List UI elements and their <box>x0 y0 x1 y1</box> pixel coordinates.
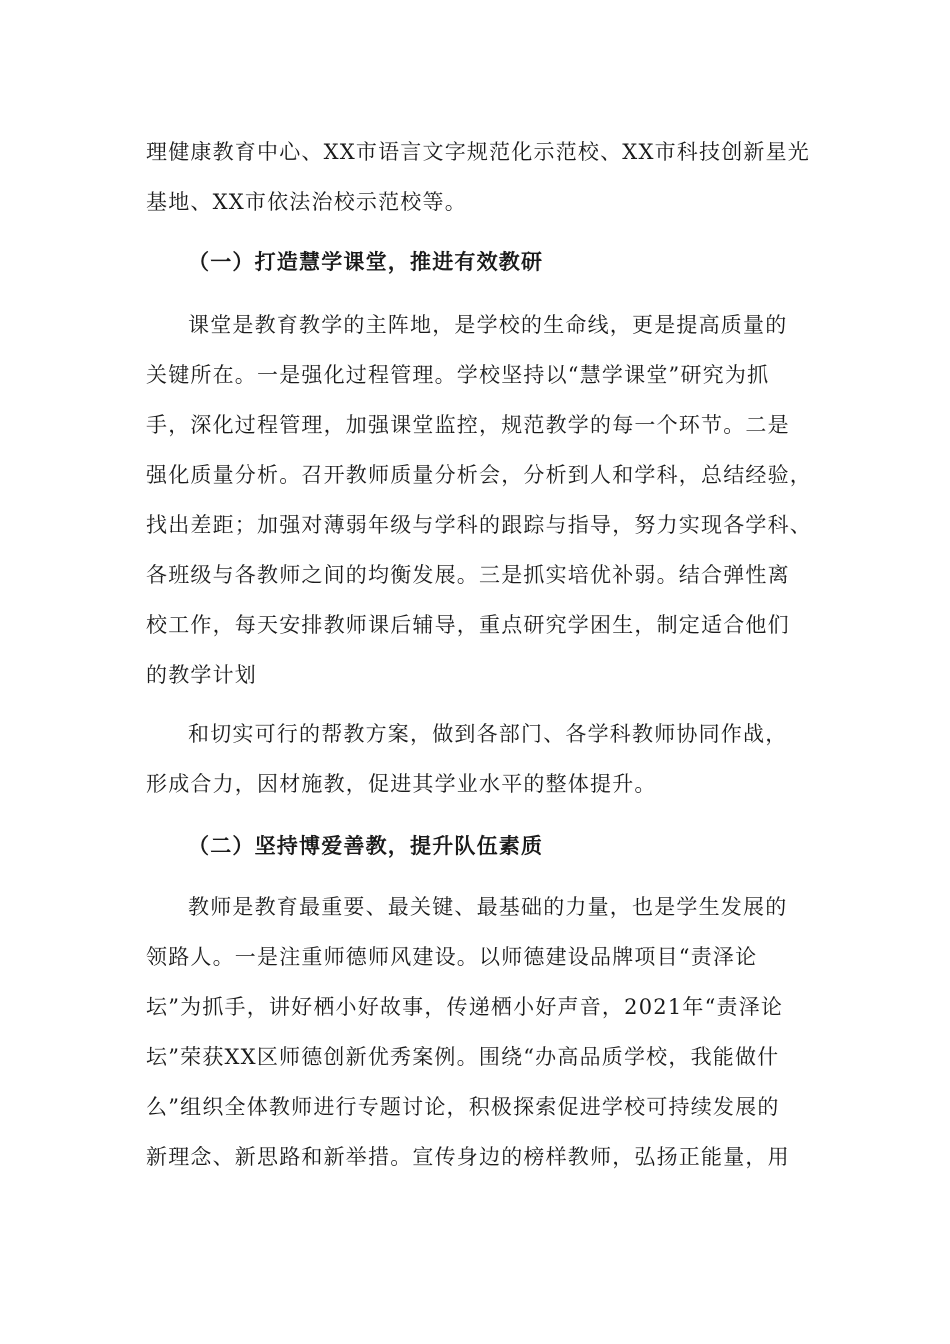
paragraph-line: 各班级与各教师之间的均衡发展。三是抓实培优补弱。结合弹性离 <box>146 563 790 587</box>
paragraph-line: 课堂是教育教学的主阵地，是学校的生命线，更是提高质量的 <box>188 313 788 337</box>
paragraph-line: 领路人。一是注重师德师风建设。以师德建设品牌项目“责泽论 <box>146 945 758 969</box>
paragraph-line: 坛”为抓手，讲好栖小好故事，传递栖小好声音，2021年“责泽论 <box>146 995 784 1019</box>
paragraph-line: 坛”荣获XX区师德创新优秀案例。围绕“办高品质学校，我能做什 <box>146 1045 780 1069</box>
paragraph-line: 新理念、新思路和新举措。宣传身边的榜样教师，弘扬正能量，用 <box>146 1145 790 1169</box>
paragraph-line: 关键所在。一是强化过程管理。学校坚持以“慧学课堂”研究为抓 <box>146 363 770 387</box>
paragraph-line: 理健康教育中心、XX市语言文字规范化示范校、XX市科技创新星光 <box>146 140 810 164</box>
section-heading-1: （一）打造慧学课堂，推进有效教研 <box>188 249 544 274</box>
paragraph-continuation <box>146 709 826 809</box>
paragraph-line: 手，深化过程管理，加强课堂监控，规范教学的每一个环节。二是 <box>146 413 790 437</box>
paragraph-intro <box>146 127 826 227</box>
paragraph-teachers <box>146 882 826 1182</box>
paragraph-line: 找出差距；加强对薄弱年级与学科的跟踪与指导，努力实现各学科、 <box>146 513 812 537</box>
paragraph-line: 形成合力，因材施教，促进其学业水平的整体提升。 <box>146 772 657 796</box>
paragraph-line: 基地、XX市依法治校示范校等。 <box>146 190 467 214</box>
section-heading-2: （二）坚持博爱善教，提升队伍素质 <box>188 833 544 858</box>
paragraph-line: 的教学计划 <box>146 663 257 687</box>
paragraph-line: 教师是教育最重要、最关键、最基础的力量，也是学生发展的 <box>188 895 788 919</box>
paragraph-line: 么”组织全体教师进行专题讨论，积极探索促进学校可持续发展的 <box>146 1095 780 1119</box>
paragraph-line: 强化质量分析。召开教师质量分析会，分析到人和学科，总结经验， <box>146 463 812 487</box>
paragraph-line: 和切实可行的帮教方案，做到各部门、各学科教师协同作战， <box>188 722 788 746</box>
paragraph-line: 校工作，每天安排教师课后辅导，重点研究学困生，制定适合他们 <box>146 613 790 637</box>
paragraph-classroom <box>146 300 826 700</box>
